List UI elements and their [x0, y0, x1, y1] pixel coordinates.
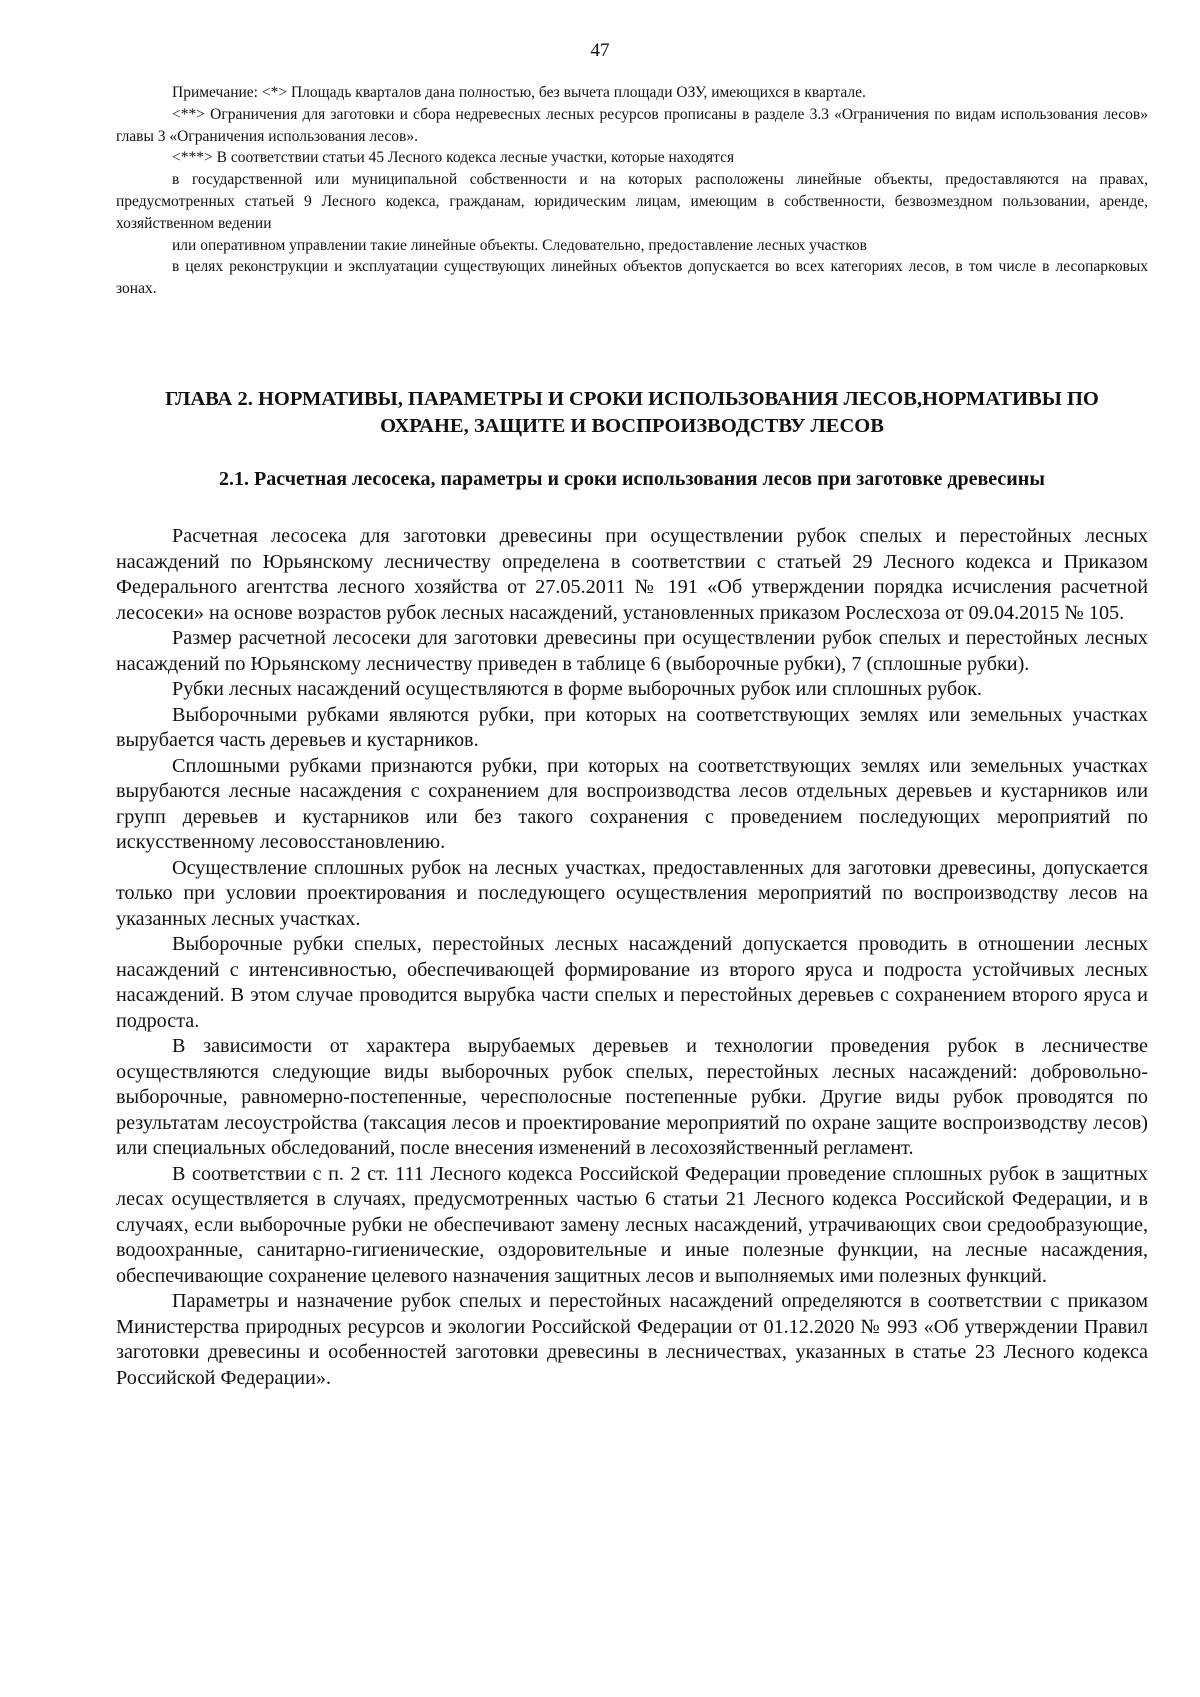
chapter-heading-line-1: ГЛАВА 2. НОРМАТИВЫ, ПАРАМЕТРЫ И СРОКИ ИСПОЛЬЗОВАНИЯ ЛЕСОВ,НОРМАТИВЫ ПО — [165, 388, 1099, 410]
paragraph: Сплошными рубками признаются рубки, при которых на соответствующих землях или земельных участках вырубаются лесные насаждения с сохранением для воспроизводства лесов отдельных деревьев и кустарников или групп деревьев и кустарников или без такого сохранения с проведением последующих мероприятий по искусственному лесовосстановлению. — [116, 754, 1148, 853]
footnotes-block — [116, 82, 1148, 300]
body-text — [116, 524, 1148, 1391]
note-6: в целях реконструкции и эксплуатации существующих линейных объектов допускается во всех категориях лесов, в том числе в лесопарковых зонах. — [116, 258, 1148, 298]
paragraph: Расчетная лесосека для заготовки древесины при осуществлении рубок спелых и перестойных лесных насаждений по Юрьянскому лесничеству определена в соответствии с статьей 29 Лесного кодекса и Приказом Федерального агентства лесного хозяйства от 27.05.2011 № 191 «Об утверждении порядка исчисления расчетной лесосеки» на основе возрастов рубок лесных насаждений, установленных приказом Рослесхоза от 09.04.2015 № 105. — [116, 525, 1148, 624]
paragraph: Выборочные рубки спелых, перестойных лесных насаждений допускается проводить в отношении лесных насаждений с интенсивностью, обеспечивающей формирование из второго яруса и подроста устойчивых лесных насаждений. В этом случае проводится вырубка части спелых и перестойных деревьев с сохранением второго яруса и подроста. — [116, 933, 1148, 1032]
chapter-heading-line-2: ОХРАНЕ, ЗАЩИТЕ И ВОСПРОИЗВОДСТВУ ЛЕСОВ — [380, 415, 884, 437]
note-5: или оперативном управлении такие линейные объекты. Следовательно, предоставление лесных участков — [172, 236, 868, 254]
note-1: Примечание: <*> Площадь кварталов дана полностью, без вычета площади ОЗУ, имеющихся в квартале. — [172, 84, 866, 101]
paragraph: Выборочными рубками являются рубки, при которых на соответствующих землях или земельных участках вырубается часть деревьев и кустарников. — [116, 703, 1148, 751]
note-4: в государственной или муниципальной собственности и на которых расположены линейные объекты, предоставляются на правах, предусмотренных статьей 9 Лесного кодекса, гражданам, юридическим лицам, имеющим в собственности, безвозмездном пользовании, аренде, хозяйственном ведении — [116, 171, 1148, 232]
section-heading: 2.1. Расчетная лесосека, параметры и сроки использования лесов при заготовке древесины — [219, 468, 1045, 490]
paragraph: В зависимости от характера вырубаемых деревьев и технологии проведения рубок в лесничестве осуществляются следующие виды выборочных рубок спелых, перестойных лесных насаждений: добровольно-выборочные, равномерно-постепенные, чересполосные постепенные рубки. Другие виды рубок проводятся по результатам лесоустройства (таксация лесов и проектирование мероприятий по охране защите воспроизводству лесов) или специальных обследований, после внесения изменений в лесохозяйственный регламент. — [116, 1035, 1148, 1159]
paragraph: Размер расчетной лесосеки для заготовки древесины при осуществлении рубок спелых и перестойных лесных насаждений по Юрьянскому лесничеству приведен в таблице 6 (выборочные рубки), 7 (сплошные рубки). — [116, 627, 1148, 675]
note-2: <**> Ограничения для заготовки и сбора недревесных лесных ресурсов прописаны в разделе 3.3 «Ограничения по видам использования лесов» главы 3 «Ограничения использования лесов». — [116, 105, 1148, 145]
page-number: 47 — [590, 40, 610, 61]
chapter-heading — [116, 386, 1148, 440]
paragraph: Параметры и назначение рубок спелых и перестойных насаждений определяются в соответствии с приказом Министерства природных ресурсов и экологии Российской Федерации от 01.12.2020 № 993 «Об утверждении Правил заготовки древесины и особенностей заготовки древесины в лесничествах, указанных в статье 23 Лесного кодекса Российской Федерации». — [116, 1290, 1148, 1389]
paragraph: Рубки лесных насаждений осуществляются в форме выборочных рубок или сплошных рубок. — [172, 678, 983, 700]
paragraph: Осуществление сплошных рубок на лесных участках, предоставленных для заготовки древесины, допускается только при условии проектирования и последующего осуществления мероприятий по воспроизводству лесов на указанных лесных участках. — [116, 856, 1148, 930]
paragraph: В соответствии с п. 2 ст. 111 Лесного кодекса Российской Федерации проведение сплошных рубок в защитных лесах осуществляется в случаях, предусмотренных частью 6 статьи 21 Лесного кодекса Российской Федерации, и в случаях, если выборочные рубки не обеспечивают замену лесных насаждений, утрачивающих свои средообразующие, водоохранные, санитарно-гигиенические, оздоровительные и иные полезные функции, на лесные насаждения, обеспечивающие сохранение целевого назначения защитных лесов и выполняемых ими полезных функций. — [116, 1162, 1148, 1287]
note-3: <***> В соответствии статьи 45 Лесного кодекса лесные участки, которые находятся — [172, 149, 735, 167]
